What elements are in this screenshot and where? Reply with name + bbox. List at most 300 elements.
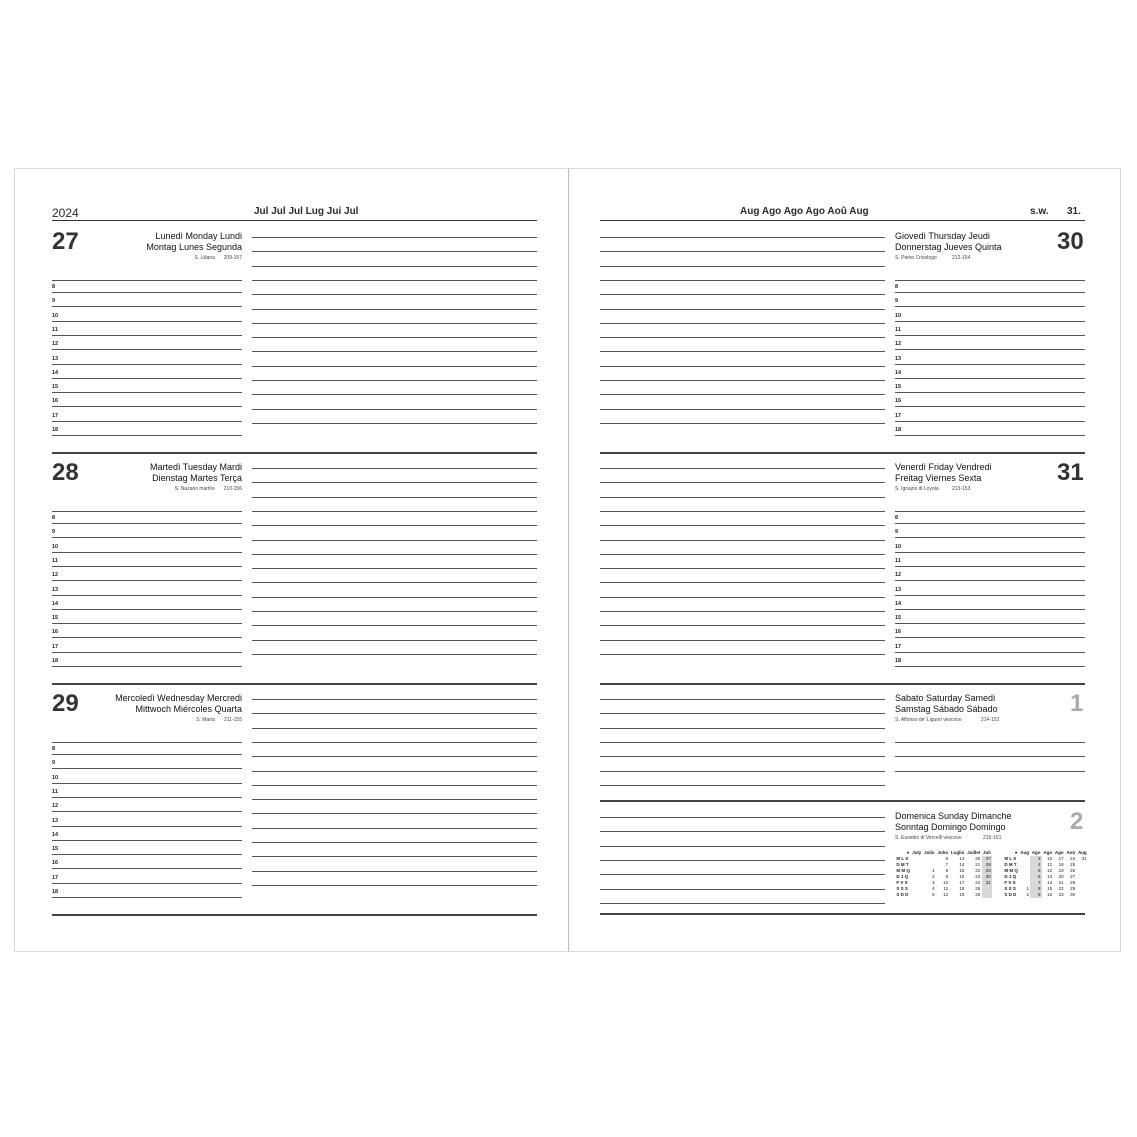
- hour-label: 8: [895, 515, 899, 521]
- note-line[interactable]: [600, 468, 885, 469]
- note-line[interactable]: [600, 351, 885, 352]
- day-number: 28: [52, 459, 79, 486]
- hour-line[interactable]: [895, 652, 1085, 653]
- calendar-day: 14: [959, 862, 965, 867]
- calendar-day: 10: [1047, 856, 1053, 861]
- hour-label: 13: [52, 817, 59, 824]
- calendar-day: 2: [1026, 892, 1030, 897]
- note-line[interactable]: [252, 799, 537, 800]
- hour-line[interactable]: [895, 292, 1085, 293]
- note-line[interactable]: [600, 654, 885, 655]
- note-line[interactable]: [252, 742, 537, 743]
- note-line[interactable]: [600, 294, 885, 295]
- note-line[interactable]: [252, 380, 537, 381]
- hour-label: 17: [895, 412, 902, 419]
- note-line[interactable]: [252, 366, 537, 367]
- note-line[interactable]: [252, 713, 537, 714]
- note-line[interactable]: [252, 568, 537, 569]
- hour-line[interactable]: [52, 552, 242, 553]
- note-line[interactable]: [600, 525, 885, 526]
- day-name-line2: Montag Lunes Segunda: [146, 242, 242, 252]
- day-name-line1: Martedì Tuesday Mardi: [149, 462, 242, 472]
- day-number: 2: [1070, 808, 1084, 835]
- hour-line[interactable]: [52, 623, 242, 624]
- hour-line[interactable]: [52, 292, 242, 293]
- note-line[interactable]: [252, 266, 537, 267]
- note-line[interactable]: [252, 654, 537, 655]
- hour-label: 15: [52, 384, 59, 391]
- hour-line[interactable]: [52, 580, 242, 581]
- hour-line[interactable]: [52, 595, 242, 596]
- calendar-day: 16: [1047, 892, 1053, 897]
- hour-label: 18: [52, 658, 59, 664]
- note-line[interactable]: [252, 582, 537, 583]
- hour-line[interactable]: [895, 537, 1085, 538]
- hour-line[interactable]: [52, 783, 242, 784]
- note-line[interactable]: [600, 482, 885, 483]
- note-line[interactable]: [600, 309, 885, 310]
- day-name-line1: Domenica Sunday Dimanche: [895, 811, 1012, 821]
- note-line[interactable]: [600, 251, 885, 252]
- calendar-day: 15: [959, 868, 965, 873]
- note-line[interactable]: [252, 871, 537, 872]
- hour-line[interactable]: [895, 349, 1085, 350]
- note-line[interactable]: [600, 817, 885, 818]
- hour-label: 13: [52, 355, 59, 362]
- calendar-header: Ago: [1054, 850, 1064, 855]
- hour-label: 16: [895, 398, 902, 405]
- note-line[interactable]: [252, 323, 537, 324]
- day-name-line2: Samstag Sábado Sábado: [895, 704, 998, 714]
- hour-line[interactable]: [895, 666, 1085, 667]
- hour-line[interactable]: [895, 580, 1085, 581]
- note-line[interactable]: [252, 251, 537, 252]
- hour-label: 16: [52, 629, 59, 636]
- hour-line[interactable]: [52, 868, 242, 869]
- note-line[interactable]: [252, 828, 537, 829]
- calendar-day: 22: [975, 868, 981, 873]
- hour-label: 16: [895, 629, 902, 636]
- note-line[interactable]: [600, 625, 885, 626]
- hour-label: 9: [895, 529, 899, 536]
- note-line[interactable]: [252, 554, 537, 555]
- calendar-day: 8: [945, 868, 949, 873]
- hour-label: 18: [895, 658, 902, 664]
- note-line[interactable]: [252, 394, 537, 395]
- calendar-day: 19: [959, 892, 965, 897]
- note-line[interactable]: [252, 771, 537, 772]
- hour-line[interactable]: [52, 897, 242, 898]
- saint-name: S. Pietro Crisologo: [895, 255, 937, 261]
- calendar-day: [911, 892, 923, 898]
- note-line[interactable]: [252, 728, 537, 729]
- note-line[interactable]: [600, 846, 885, 847]
- note-line[interactable]: [895, 756, 1085, 757]
- calendar-header: Ago: [1043, 850, 1053, 855]
- hour-line[interactable]: [895, 421, 1085, 422]
- note-line[interactable]: [600, 597, 885, 598]
- hour-line[interactable]: [895, 435, 1085, 436]
- hour-label: 12: [52, 803, 59, 810]
- day-number: 31: [1057, 459, 1084, 486]
- note-line[interactable]: [252, 468, 537, 469]
- calendar-day: 27: [1070, 874, 1076, 879]
- note-line[interactable]: [600, 423, 885, 424]
- note-line[interactable]: [252, 511, 537, 512]
- year-label: 2024: [52, 206, 79, 220]
- hour-label: 18: [52, 889, 59, 895]
- hour-line[interactable]: [895, 552, 1085, 553]
- hour-label: 17: [52, 643, 59, 650]
- hour-label: 13: [895, 355, 902, 362]
- calendar-day: 29: [1070, 886, 1076, 891]
- hour-line[interactable]: [52, 364, 242, 365]
- calendar-day: 19: [1058, 868, 1064, 873]
- calendar-day: 13: [1047, 874, 1053, 879]
- hour-label: 17: [895, 643, 902, 650]
- hour-line[interactable]: [52, 666, 242, 667]
- calendar-day: 28: [982, 862, 993, 868]
- calendar-day: 14: [1047, 880, 1053, 885]
- hour-line[interactable]: [52, 840, 242, 841]
- calendar-day: 12: [943, 892, 949, 897]
- calendar-august: [1003, 850, 1088, 898]
- hour-line[interactable]: [52, 826, 242, 827]
- note-line[interactable]: [600, 785, 885, 786]
- calendar-header: Juillet: [967, 850, 981, 855]
- calendar-day: 1: [1026, 886, 1030, 891]
- hour-line[interactable]: [895, 392, 1085, 393]
- note-line[interactable]: [252, 756, 537, 757]
- day-count: 212-154: [952, 255, 971, 261]
- note-line[interactable]: [252, 351, 537, 352]
- hour-label: 9: [52, 298, 56, 305]
- note-line[interactable]: [600, 337, 885, 338]
- calendar-day: 30: [1070, 892, 1076, 897]
- weekday-abbr: M L S: [1004, 856, 1017, 861]
- day-count: 213-153: [952, 486, 971, 492]
- hour-label: 15: [52, 846, 59, 853]
- day-name-line1: Lunedì Monday Lundi: [155, 231, 242, 241]
- calendar-day: 9: [945, 874, 949, 879]
- note-line[interactable]: [600, 280, 885, 281]
- hour-label: 10: [52, 312, 59, 319]
- note-line[interactable]: [600, 511, 885, 512]
- day-count: 209-157: [223, 255, 242, 261]
- note-line[interactable]: [252, 309, 537, 310]
- calendar-july: [895, 850, 992, 898]
- calendar-header: Aug: [1077, 850, 1087, 855]
- note-line[interactable]: [252, 409, 537, 410]
- right-planner-page: [568, 168, 1121, 952]
- hour-label: 8: [52, 746, 56, 752]
- note-line[interactable]: [600, 640, 885, 641]
- hour-line[interactable]: [52, 609, 242, 610]
- day-separator: [600, 683, 1085, 685]
- calendar-header: Julio: [924, 850, 935, 855]
- hour-label: 12: [52, 572, 59, 579]
- hour-line[interactable]: [895, 364, 1085, 365]
- hour-line[interactable]: [895, 378, 1085, 379]
- note-line[interactable]: [252, 885, 537, 886]
- calendar-day: 9: [1030, 892, 1042, 898]
- note-line[interactable]: [600, 394, 885, 395]
- saint-name: S. Eusebio di Vercelli vescovo: [895, 835, 962, 841]
- weekday-abbr: S D D: [896, 892, 909, 897]
- note-line[interactable]: [252, 785, 537, 786]
- day-rule: [52, 511, 242, 512]
- hour-label: 9: [895, 298, 899, 305]
- note-line[interactable]: [600, 831, 885, 832]
- calendar-day: 16: [959, 874, 965, 879]
- weekday-abbr: D M T: [896, 862, 909, 867]
- calendar-day: 6: [1030, 874, 1042, 880]
- note-line[interactable]: [600, 554, 885, 555]
- hour-line[interactable]: [52, 406, 242, 407]
- hour-line[interactable]: [52, 811, 242, 812]
- calendar-day: 17: [1058, 856, 1064, 861]
- calendar-day: [982, 892, 993, 898]
- hour-label: 14: [52, 369, 59, 376]
- week-number: 31.: [1067, 206, 1081, 217]
- saint-name: S. Ignazio di Loyola: [895, 486, 939, 492]
- note-line[interactable]: [600, 756, 885, 757]
- note-line[interactable]: [252, 856, 537, 857]
- calendar-day: 12: [1047, 868, 1053, 873]
- note-line[interactable]: [252, 280, 537, 281]
- hour-label: 8: [895, 284, 899, 290]
- calendar-day: 26: [1070, 868, 1076, 873]
- weekday-abbr: F V S: [896, 880, 908, 885]
- day-name-line2: Mittwoch Miércoles Quarta: [135, 704, 242, 714]
- calendar-day: 11: [943, 886, 949, 891]
- hour-line[interactable]: [52, 754, 242, 755]
- note-line[interactable]: [600, 380, 885, 381]
- weekday-abbr: D M T: [1004, 862, 1017, 867]
- weekday-abbr: S S S: [896, 886, 908, 891]
- note-line[interactable]: [600, 699, 885, 700]
- calendar-day: 23: [975, 874, 981, 879]
- hour-label: 16: [52, 398, 59, 405]
- day-separator: [52, 914, 537, 916]
- calendar-header: Aug: [1020, 850, 1030, 855]
- calendar-day: 13: [959, 856, 965, 861]
- hour-label: 10: [52, 543, 59, 550]
- note-line[interactable]: [252, 699, 537, 700]
- hour-label: 11: [52, 326, 58, 333]
- note-line[interactable]: [600, 366, 885, 367]
- note-line[interactable]: [600, 713, 885, 714]
- calendar-day: 3: [1030, 856, 1042, 862]
- calendar-day: 22: [1058, 886, 1064, 891]
- hour-line[interactable]: [52, 797, 242, 798]
- hour-line[interactable]: [52, 306, 242, 307]
- calendar-day: 31: [1081, 856, 1087, 861]
- hour-label: 18: [52, 427, 59, 433]
- calendar-day: 5: [1030, 868, 1042, 874]
- hour-label: 9: [52, 760, 56, 767]
- hour-line[interactable]: [52, 321, 242, 322]
- hour-line[interactable]: [895, 523, 1085, 524]
- hour-line[interactable]: [895, 335, 1085, 336]
- day-separator: [600, 452, 1085, 454]
- note-line[interactable]: [252, 482, 537, 483]
- hour-line[interactable]: [895, 623, 1085, 624]
- hour-line[interactable]: [895, 595, 1085, 596]
- note-line[interactable]: [895, 742, 1085, 743]
- calendar-day: 2: [932, 874, 935, 879]
- hour-line[interactable]: [52, 435, 242, 436]
- calendar-header: Juho: [937, 850, 949, 855]
- hour-line[interactable]: [52, 335, 242, 336]
- day-separator: [52, 452, 537, 454]
- day-rule: [895, 511, 1085, 512]
- hour-label: 17: [52, 874, 59, 881]
- hour-label: 12: [895, 572, 902, 579]
- calendar-header: Ago: [1031, 850, 1041, 855]
- hour-label: 15: [52, 615, 59, 622]
- calendar-day: 6: [945, 856, 949, 861]
- note-line[interactable]: [252, 842, 537, 843]
- calendar-day: 1: [932, 868, 935, 873]
- note-line[interactable]: [600, 903, 885, 904]
- hour-line[interactable]: [52, 537, 242, 538]
- day-name-line2: Sonntag Domingo Domingo: [895, 822, 1006, 832]
- weekday-abbr: M M Q: [1004, 868, 1018, 873]
- weekday-abbr: D J Q: [1004, 874, 1017, 879]
- calendar-day: 25: [1070, 862, 1076, 867]
- weekday-abbr: D J Q: [896, 874, 909, 879]
- day-name-line2: Dienstag Martes Terça: [152, 473, 242, 483]
- calendar-header: Juli: [982, 850, 991, 855]
- day-count: 211-155: [224, 717, 242, 723]
- note-line[interactable]: [252, 540, 537, 541]
- calendar-day: 18: [1058, 862, 1064, 867]
- hour-line[interactable]: [895, 609, 1085, 610]
- day-number: 30: [1057, 228, 1084, 255]
- hour-line[interactable]: [52, 883, 242, 884]
- day-rule: [895, 280, 1085, 281]
- hour-line[interactable]: [52, 652, 242, 653]
- note-line[interactable]: [600, 497, 885, 498]
- note-line[interactable]: [600, 568, 885, 569]
- hour-label: 8: [52, 284, 56, 290]
- hour-label: 10: [52, 774, 59, 781]
- note-line[interactable]: [600, 742, 885, 743]
- note-line[interactable]: [252, 525, 537, 526]
- hour-label: 17: [52, 412, 59, 419]
- hour-line[interactable]: [52, 421, 242, 422]
- note-line[interactable]: [252, 597, 537, 598]
- hour-line[interactable]: [52, 637, 242, 638]
- note-line[interactable]: [252, 237, 537, 238]
- note-line[interactable]: [252, 337, 537, 338]
- note-line[interactable]: [895, 771, 1085, 772]
- calendar-day: 31: [982, 880, 993, 886]
- note-line[interactable]: [600, 323, 885, 324]
- hour-line[interactable]: [895, 637, 1085, 638]
- day-number: 29: [52, 690, 79, 717]
- calendar-day: 20: [975, 856, 981, 861]
- note-line[interactable]: [252, 625, 537, 626]
- hour-line[interactable]: [52, 566, 242, 567]
- saint-name: S. Alfonso de' Liguori vescovo: [895, 717, 962, 723]
- note-line[interactable]: [600, 860, 885, 861]
- note-line[interactable]: [600, 874, 885, 875]
- note-line[interactable]: [252, 497, 537, 498]
- hour-line[interactable]: [895, 306, 1085, 307]
- calendar-day: 25: [975, 886, 981, 891]
- calendar-day: 8: [1030, 886, 1042, 892]
- hour-line[interactable]: [52, 349, 242, 350]
- hour-label: 11: [52, 788, 58, 795]
- hour-label: 15: [895, 384, 902, 391]
- note-line[interactable]: [252, 611, 537, 612]
- calendar-day: 15: [1047, 886, 1053, 891]
- day-separator: [600, 800, 1085, 802]
- hour-line[interactable]: [895, 566, 1085, 567]
- left-header-rule: [52, 220, 537, 221]
- note-line[interactable]: [600, 409, 885, 410]
- calendar-day: 30: [982, 874, 993, 880]
- hour-line[interactable]: [52, 854, 242, 855]
- hour-label: 10: [895, 312, 902, 319]
- week-label: s.w.: [1030, 206, 1049, 217]
- note-line[interactable]: [252, 640, 537, 641]
- left-month-names: Jul Jul Jul Lug Jui Jul: [254, 206, 359, 217]
- calendar-day: 7: [945, 862, 949, 867]
- note-line[interactable]: [600, 889, 885, 890]
- weekday-abbr: M L S: [896, 856, 909, 861]
- saint-name: S. Liliana: [194, 255, 215, 261]
- calendar-header: July: [912, 850, 922, 855]
- day-number: 1: [1070, 690, 1084, 717]
- note-line[interactable]: [252, 423, 537, 424]
- hour-line[interactable]: [895, 406, 1085, 407]
- note-line[interactable]: [600, 582, 885, 583]
- weekday-abbr: S S S: [1004, 886, 1016, 891]
- note-line[interactable]: [600, 266, 885, 267]
- note-line[interactable]: [600, 237, 885, 238]
- hour-line[interactable]: [52, 378, 242, 379]
- calendar-day: 18: [959, 886, 965, 891]
- note-line[interactable]: [600, 540, 885, 541]
- hour-label: 12: [895, 341, 902, 348]
- day-rule: [52, 280, 242, 281]
- hour-label: 9: [52, 529, 56, 536]
- hour-line[interactable]: [895, 321, 1085, 322]
- calendar-day: 7: [1030, 880, 1042, 886]
- day-separator: [52, 683, 537, 685]
- day-name-line1: Venerdì Friday Vendredi: [895, 462, 992, 472]
- day-count: 215-151: [983, 835, 1002, 841]
- calendar-header: Aoû: [1066, 850, 1076, 855]
- note-line[interactable]: [600, 728, 885, 729]
- hour-line[interactable]: [52, 523, 242, 524]
- note-line[interactable]: [600, 771, 885, 772]
- calendar-day: 21: [1058, 880, 1064, 885]
- note-line[interactable]: [252, 813, 537, 814]
- hour-line[interactable]: [52, 392, 242, 393]
- hour-line[interactable]: [52, 768, 242, 769]
- weekday-abbr: S D D: [1004, 892, 1017, 897]
- right-month-names: Aug Ago Ago Ago Aoû Aug: [740, 206, 869, 217]
- day-name-line1: Giovedì Thursday Jeudi: [895, 231, 990, 241]
- hour-label: 13: [895, 586, 902, 593]
- note-line[interactable]: [600, 611, 885, 612]
- calendar-day: 17: [959, 880, 965, 885]
- note-line[interactable]: [252, 294, 537, 295]
